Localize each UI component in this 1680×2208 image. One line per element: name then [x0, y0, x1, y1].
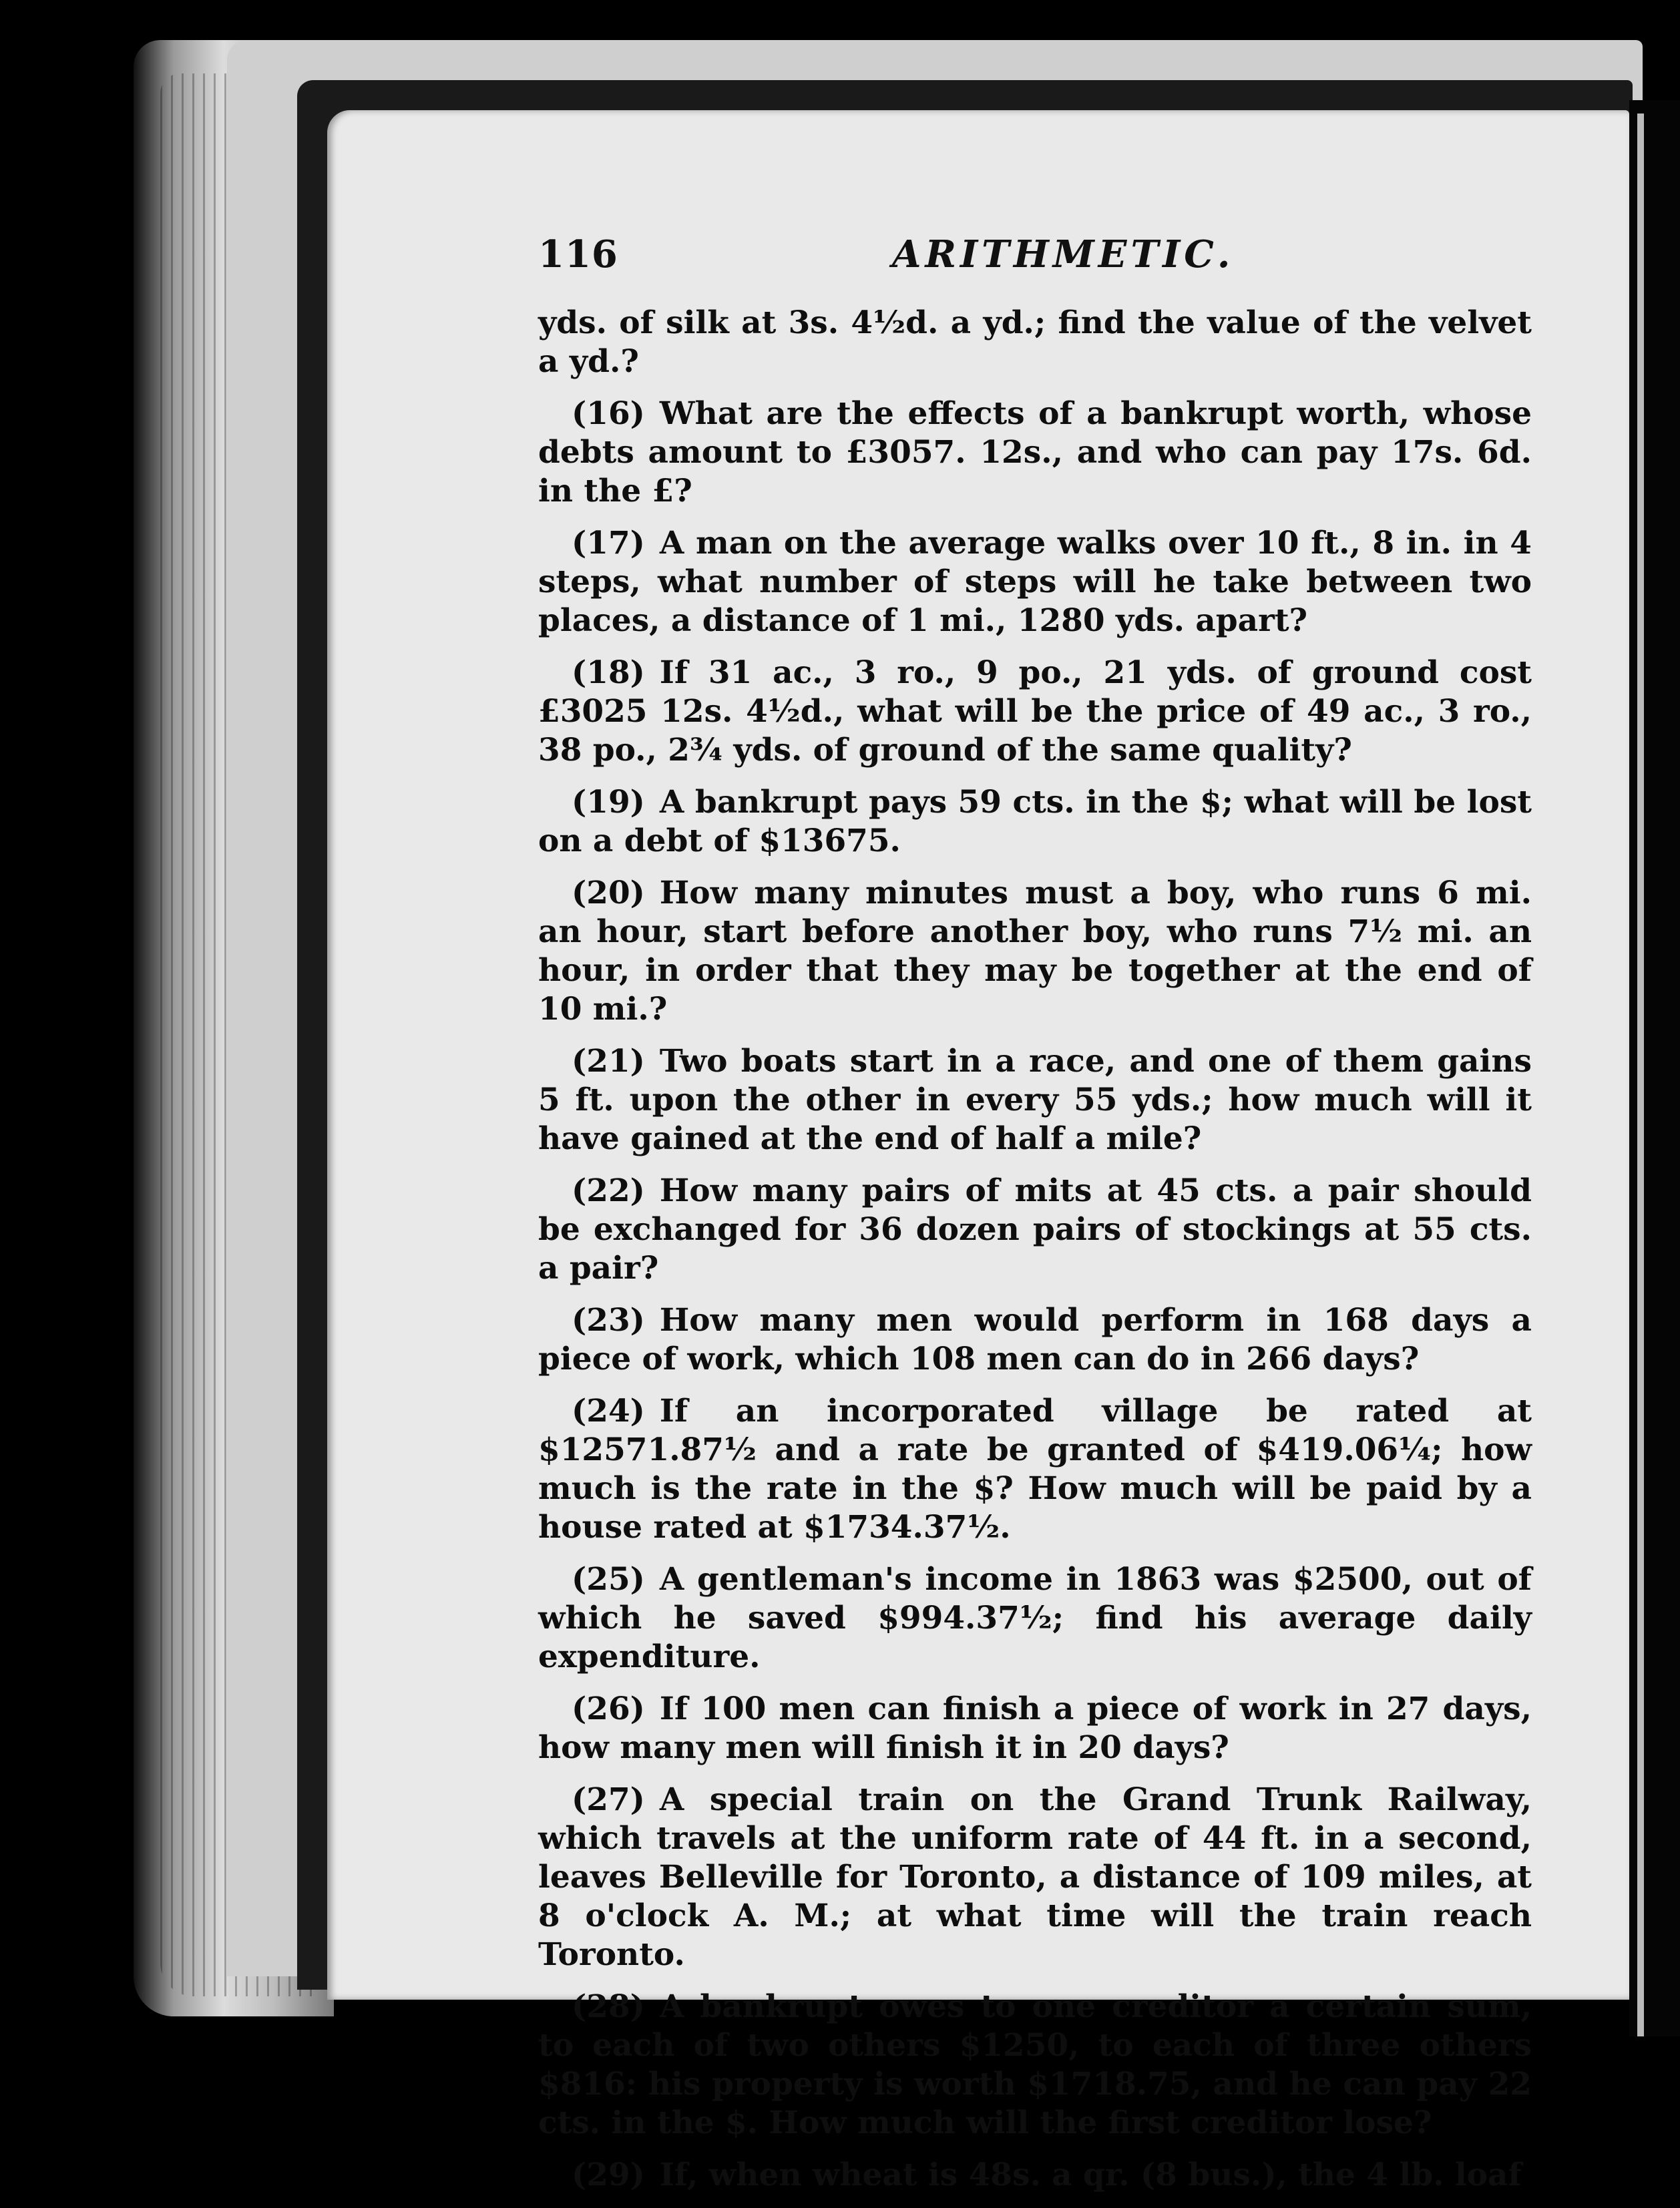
problem-text: How many men would perform in 168 days a piece of work, which 108 men can do in 266 days? [538, 1302, 1532, 1377]
problem-item [538, 1781, 1532, 1974]
problem-item [538, 783, 1532, 861]
problem-number: (19) [572, 784, 645, 821]
problem-number: (28) [572, 1988, 645, 2025]
problem-text: If, when wheat is 48s. a qr. (8 bus.), the 4 lb. loaf [659, 2157, 1522, 2193]
problem-text: If 31 ac., 3 ro., 9 po., 21 yds. of ground cost £3025 12s. 4½d., what will be the price of 49 ac., 3 ro., 38 po., 2¾ yds. of ground of the same quality? [538, 654, 1532, 768]
problem-item [538, 654, 1532, 770]
running-header [538, 232, 1540, 286]
problem-number: (18) [572, 654, 645, 691]
problem-item [538, 1560, 1532, 1677]
problem-item [538, 1042, 1532, 1158]
problem-number: (29) [572, 2157, 645, 2193]
continuation-paragraph: yds. of silk at 3s. 4½d. a yd.; find the value of the velvet a yd.? [538, 304, 1532, 380]
problem-list [538, 395, 1532, 2195]
problem-text: A special train on the Grand Trunk Railway, which travels at the uniform rate of 44 ft. in a second, leaves Belleville for Toronto, a distance of 109 miles, at 8 o'clock A. M.; at what time will the train reach Toronto. [538, 1781, 1532, 1973]
problem-text: Two boats start in a race, and one of them gains 5 ft. upon the other in every 55 yds.; how much will it have gained at the end of half a mile? [538, 1043, 1532, 1157]
problem-text: What are the effects of a bankrupt worth, whose debts amount to £3057. 12s., and who can pay 17s. 6d. in the £? [538, 395, 1532, 509]
problem-number: (21) [572, 1043, 645, 1080]
page-text [538, 304, 1532, 2208]
running-title: ARITHMETIC. [892, 232, 1235, 276]
facing-page-edge [1637, 114, 1644, 2036]
problem-number: (27) [572, 1781, 645, 1818]
problem-text: A bankrupt pays 59 cts. in the $; what will be lost on a debt of $13675. [538, 784, 1532, 859]
problem-number: (24) [572, 1393, 645, 1429]
problem-number: (17) [572, 525, 645, 562]
problem-text: A bankrupt owes to one creditor a certain sum, to each of two others $1250, to each of three others $816: his property is worth $1718.75, and he can pay 22 cts. in the $. How much will the first creditor lose? [538, 1988, 1532, 2141]
problem-number: (23) [572, 1302, 645, 1339]
problem-item [538, 524, 1532, 640]
problem-item [538, 2156, 1532, 2195]
problem-item [538, 1988, 1532, 2143]
problem-text: A man on the average walks over 10 ft., 8 in. in 4 steps, what number of steps will he take between two places, a distance of 1 mi., 1280 yds. apart? [538, 525, 1532, 639]
problem-number: (26) [572, 1691, 645, 1727]
problem-text: If 100 men can finish a piece of work in 27 days, how many men will finish it in 20 days? [538, 1691, 1532, 1766]
problem-number: (20) [572, 875, 645, 911]
problem-text: A gentleman's income in 1863 was $2500, out of which he saved $994.37½; find his average daily expenditure. [538, 1561, 1532, 1675]
problem-item [538, 395, 1532, 511]
problem-text: How many minutes must a boy, who runs 6 mi. an hour, start before another boy, who runs 7½ mi. an hour, in order that they may be together at the end of 10 mi.? [538, 875, 1532, 1028]
problem-number: (16) [572, 395, 645, 432]
problem-text: If an incorporated village be rated at $12571.87½ and a rate be granted of $419.06¼; how much is the rate in the $? How much will be paid by a house rated at $1734.37½. [538, 1393, 1532, 1546]
problem-item [538, 1690, 1532, 1767]
problem-item [538, 1301, 1532, 1379]
problem-item [538, 1392, 1532, 1547]
page-number: 116 [538, 232, 618, 276]
problem-number: (22) [572, 1172, 645, 1209]
problem-text: How many pairs of mits at 45 cts. a pair should be exchanged for 36 dozen pairs of stockings at 55 cts. a pair? [538, 1172, 1532, 1287]
problem-number: (25) [572, 1561, 645, 1598]
problem-item [538, 1172, 1532, 1288]
problem-item [538, 874, 1532, 1029]
